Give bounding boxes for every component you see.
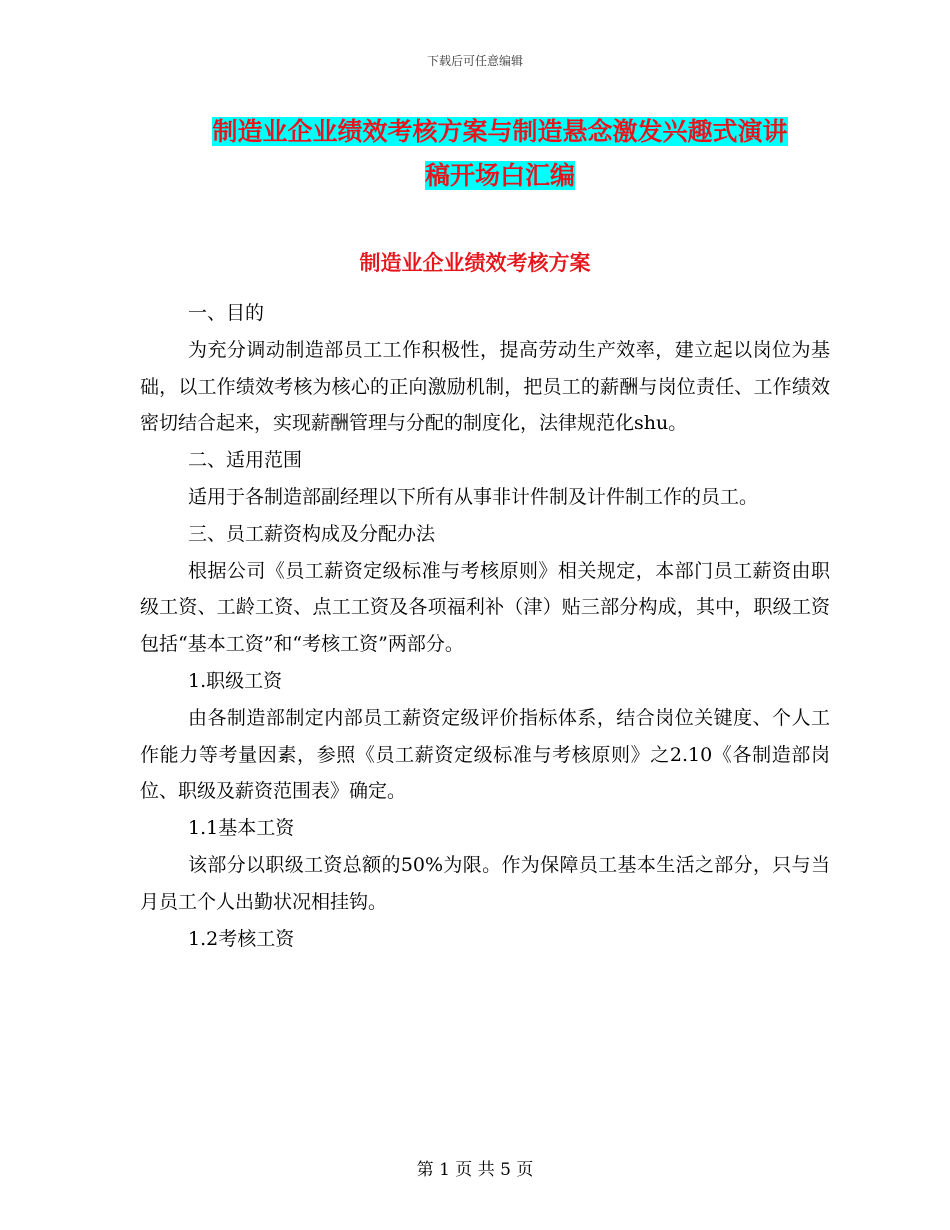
heading-purpose: 一、目的 — [188, 302, 265, 324]
document-title — [140, 110, 860, 198]
heading-scope: 二、适用范围 — [188, 449, 303, 472]
document-title-line-2: 稿开场白汇编 — [424, 161, 575, 190]
document-title-line-1: 制造业企业绩效考核方案与制造悬念激发兴趣式演讲 — [212, 117, 788, 146]
heading-base-salary: 1.1基本工资 — [188, 817, 295, 840]
paragraph-salary-structure: 根据公司《员工薪资定级标准与考核原则》相关规定，本部门员工薪资由职级工资、工龄工资、点工工资及各项福利补（津）贴三部分构成，其中，职级工资包括“基本工资”和“考核工资”两部分。 — [140, 559, 830, 656]
paragraph-base-salary: 该部分以职级工资总额的50%为限。作为保障员工基本生活之部分，只与当月员工个人出勤状况相挂钩。 — [140, 853, 830, 913]
section-title: 制造业企业绩效考核方案 — [359, 251, 591, 275]
heading-assessment-salary: 1.2考核工资 — [188, 927, 295, 950]
page-header-note: 下载后可任意编辑 — [426, 54, 523, 68]
paragraph-purpose: 为充分调动制造部员工工作积极性，提高劳动生产效率，建立起以岗位为基础，以工作绩效考核为核心的正向激励机制，把员工的薪酬与岗位责任、工作绩效密切结合起来，实现薪酬管理与分配的制度化，法律规范化shu。 — [140, 338, 830, 435]
paragraph-scope: 适用于各制造部副经理以下所有从事非计件制及计件制工作的员工。 — [188, 485, 759, 508]
page-footer: 第 1 页 共 5 页 — [416, 1160, 534, 1180]
heading-grade-salary: 1.职级工资 — [188, 669, 283, 692]
paragraph-grade-salary: 由各制造部制定内部员工薪资定级评价指标体系，结合岗位关键度、个人工作能力等考量因素，参照《员工薪资定级标准与考核原则》之2.10《各制造部岗位、职级及薪资范围表》确定。 — [140, 706, 830, 803]
document-body — [140, 295, 830, 957]
heading-salary-structure: 三、员工薪资构成及分配办法 — [188, 522, 436, 545]
